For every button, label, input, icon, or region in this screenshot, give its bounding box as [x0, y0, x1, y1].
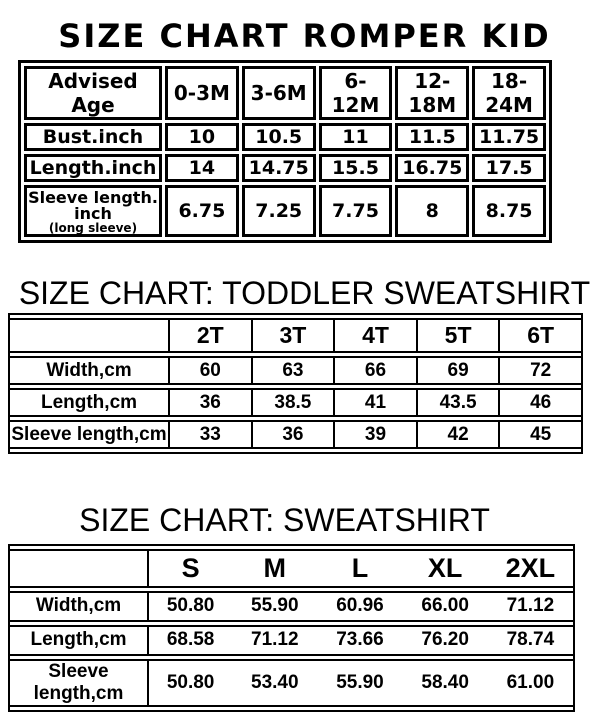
cell: 8.75	[472, 185, 546, 237]
romper-size-table	[18, 60, 552, 243]
table-row	[24, 154, 546, 182]
cell: 50.80	[147, 659, 232, 707]
cell: 66.00	[403, 591, 488, 622]
column-header: M	[232, 549, 317, 588]
cell: 60.96	[317, 591, 402, 622]
column-header: 18-24M	[472, 66, 546, 120]
column-header: 2XL	[488, 549, 573, 588]
cell: 7.25	[242, 185, 316, 237]
cell: 16.75	[395, 154, 469, 182]
cell: 66	[333, 356, 416, 385]
romper-header-row	[24, 66, 546, 120]
row-label: Sleeve length,cm	[10, 659, 147, 707]
cell: 36	[168, 388, 251, 417]
table-row	[10, 420, 581, 449]
toddler-size-table	[8, 313, 583, 454]
cell: 58.40	[403, 659, 488, 707]
row-label: Width,cm	[10, 356, 168, 385]
row-label: Sleeve length,cm	[10, 420, 168, 449]
column-header: 3-6M	[242, 66, 316, 120]
row-label: Width,cm	[10, 591, 147, 622]
cell: 45	[498, 420, 581, 449]
cell: 63	[251, 356, 334, 385]
cell: 69	[416, 356, 499, 385]
column-header: L	[317, 549, 402, 588]
cell: 68.58	[147, 625, 232, 656]
cell: 61.00	[488, 659, 573, 707]
cell: 46	[498, 388, 581, 417]
table-row	[10, 388, 581, 417]
row-label	[24, 185, 162, 237]
cell: 7.75	[319, 185, 393, 237]
column-header: 2T	[168, 318, 251, 353]
cell: 10	[165, 123, 239, 151]
size-chart-sheet	[0, 17, 609, 704]
sweatshirt-title: SIZE CHART: SWEATSHIRT	[79, 502, 490, 539]
cell: 41	[333, 388, 416, 417]
cell: 11	[319, 123, 393, 151]
cell: 33	[168, 420, 251, 449]
row-label: Length,cm	[10, 388, 168, 417]
cell: 6.75	[165, 185, 239, 237]
column-header: S	[147, 549, 232, 588]
cell: 43.5	[416, 388, 499, 417]
table-row	[24, 123, 546, 151]
column-header: 3T	[251, 318, 334, 353]
cell: 15.5	[319, 154, 393, 182]
cell: 14	[165, 154, 239, 182]
sweatshirt-section	[0, 504, 609, 712]
cell: 14.75	[242, 154, 316, 182]
cell: 11.75	[472, 123, 546, 151]
column-header: 6-12M	[319, 66, 393, 120]
cell: 11.5	[395, 123, 469, 151]
cell: 17.5	[472, 154, 546, 182]
cell: 42	[416, 420, 499, 449]
column-header-empty	[10, 318, 168, 353]
cell: 50.80	[147, 591, 232, 622]
cell: 38.5	[251, 388, 334, 417]
table-row	[24, 185, 546, 237]
romper-title: SIZE CHART ROMPER KID	[58, 17, 551, 55]
table-row	[10, 356, 581, 385]
sweatshirt-size-table	[8, 544, 575, 712]
cell: 78.74	[488, 625, 573, 656]
romper-section	[0, 17, 609, 243]
cell: 8	[395, 185, 469, 237]
cell: 71.12	[232, 625, 317, 656]
cell: 72	[498, 356, 581, 385]
row-label: Length,cm	[10, 625, 147, 656]
cell: 60	[168, 356, 251, 385]
column-header: 6T	[498, 318, 581, 353]
row-sublabel-text: (long sleeve)	[48, 220, 138, 235]
column-header: Advised Age	[24, 66, 162, 120]
cell: 55.90	[232, 591, 317, 622]
cell: 36	[251, 420, 334, 449]
cell: 71.12	[488, 591, 573, 622]
table-row	[10, 659, 573, 707]
toddler-section	[0, 274, 609, 455]
column-header: 4T	[333, 318, 416, 353]
column-header-empty	[10, 549, 147, 588]
row-label: Length.inch	[24, 154, 162, 182]
column-header: 0-3M	[165, 66, 239, 120]
cell: 39	[333, 420, 416, 449]
toddler-header-row	[10, 318, 581, 353]
table-row	[10, 625, 573, 656]
row-label: Bust.inch	[24, 123, 162, 151]
table-row	[10, 591, 573, 622]
cell: 53.40	[232, 659, 317, 707]
column-header: 12-18M	[395, 66, 469, 120]
cell: 76.20	[403, 625, 488, 656]
cell: 55.90	[317, 659, 402, 707]
cell: 73.66	[317, 625, 402, 656]
column-header: 5T	[416, 318, 499, 353]
sweatshirt-header-row	[10, 549, 573, 588]
cell: 10.5	[242, 123, 316, 151]
row-label-text: Sleeve length. inch	[28, 187, 158, 223]
column-header: XL	[403, 549, 488, 588]
toddler-title: SIZE CHART: TODDLER SWEATSHIRT	[18, 274, 591, 311]
